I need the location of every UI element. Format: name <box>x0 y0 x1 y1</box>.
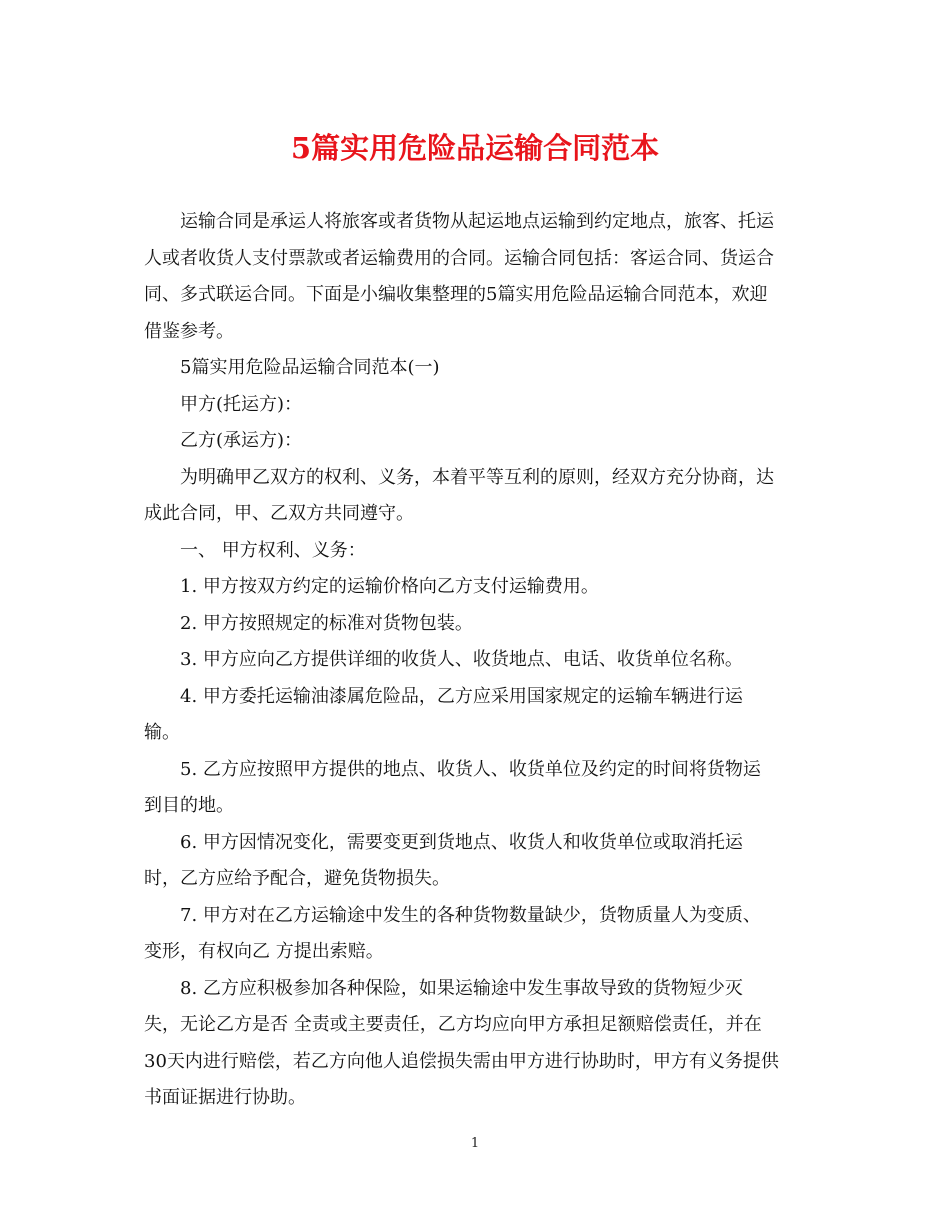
text-line: 运输合同是承运人将旅客或者货物从起运地点运输到约定地点，旅客、托运 <box>180 211 774 232</box>
clause-item: 2. 甲方按照规定的标准对货物包装。 <box>180 612 473 634</box>
section-heading: 5篇实用危险品运输合同范本(一) <box>180 357 440 378</box>
text-line: 为明确甲乙双方的权利、义务，本着平等互利的原则，经双方充分协商，达 <box>180 466 774 488</box>
clause-item-cont: 时，乙方应给予配合，避免货物损失。 <box>144 868 450 889</box>
clause-item: 8. 乙方应积极参加各种保险，如果运输途中发生事故导致的货物短少灭 <box>180 977 743 999</box>
document-body <box>144 204 806 1117</box>
text-line: 成此合同，甲、乙双方共同遵守。 <box>144 503 414 524</box>
text-line: 借鉴参考。 <box>144 320 234 342</box>
clause-item: 4. 甲方委托运输油漆属危险品，乙方应采用国家规定的运输车辆进行运 <box>180 685 743 707</box>
clause-item: 5. 乙方应按照甲方提供的地点、收货人、收货单位及约定的时间将货物运 <box>180 758 761 780</box>
party-b-label: 乙方(承运方)： <box>180 430 303 451</box>
clause-item: 3. 甲方应向乙方提供详细的收货人、收货地点、电话、收货单位名称。 <box>180 649 743 670</box>
clause-item-cont: 失，无论乙方是否 全责或主要责任，乙方均应向甲方承担足额赔偿责任，并在 <box>144 1014 762 1035</box>
party-a-label: 甲方(托运方)： <box>180 393 303 415</box>
text-line: 同、多式联运合同。下面是小编收集整理的5篇实用危险品运输合同范本，欢迎 <box>144 284 768 305</box>
clause-item: 6. 甲方因情况变化，需要变更到货地点、收货人和收货单位或取消托运 <box>180 831 743 853</box>
clause-item-cont: 30天内进行赔偿，若乙方向他人追偿损失需由甲方进行协助时，甲方有义务提供 <box>144 1050 779 1072</box>
clause-item-cont: 到目的地。 <box>144 795 234 816</box>
clause-item: 7. 甲方对在乙方运输途中发生的各种货物数量缺少，货物质量人为变质、 <box>180 904 761 926</box>
clause-item-cont: 输。 <box>144 722 180 743</box>
page-number: 1 <box>470 1136 480 1151</box>
text-line: 人或者收货人支付票款或者运输费用的合同。运输合同包括：客运合同、货运合 <box>144 247 774 269</box>
clause-heading: 一、 甲方权利、义务： <box>180 539 366 561</box>
clause-item: 1. 甲方按双方约定的运输价格向乙方支付运输费用。 <box>180 576 599 597</box>
clause-item-cont: 书面证据进行协助。 <box>144 1087 306 1108</box>
clause-item-cont: 变形，有权向乙 方提出索赔。 <box>144 941 384 962</box>
document-title: 5篇实用危险品运输合同范本 <box>290 131 660 165</box>
